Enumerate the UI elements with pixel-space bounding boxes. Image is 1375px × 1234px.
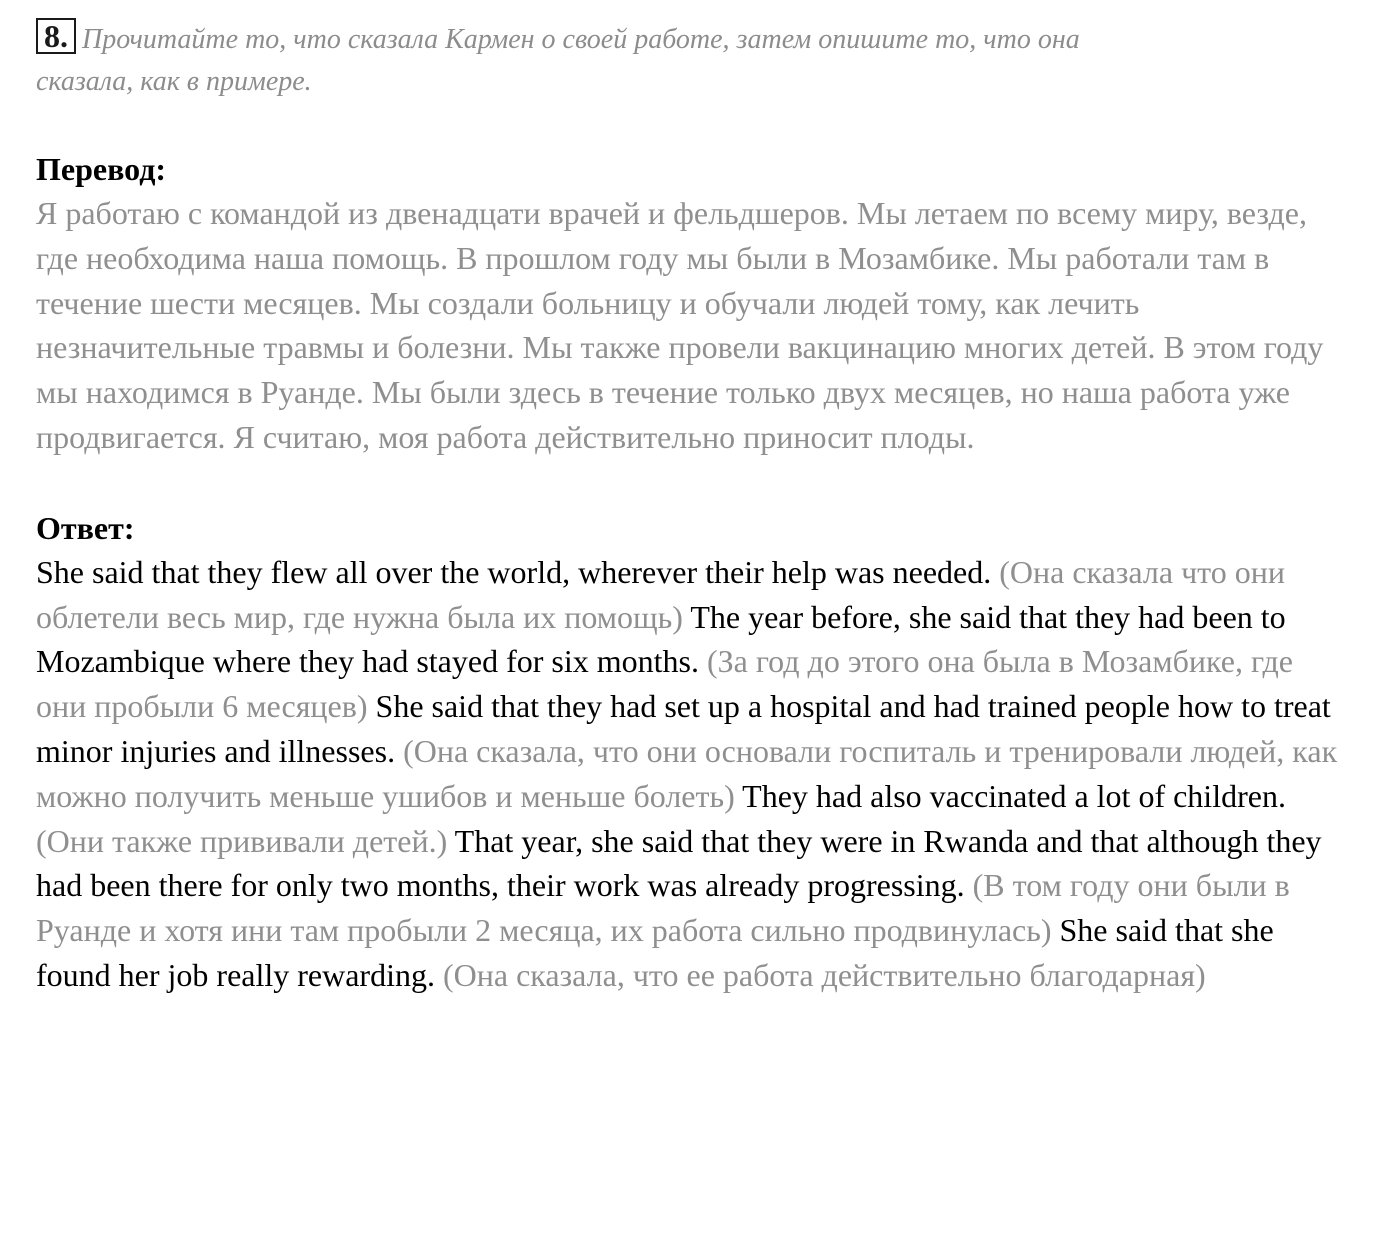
answer-segment-en: She said that she found her job really rewarding.: [36, 912, 1274, 993]
translation-heading: Перевод:: [36, 151, 167, 187]
answer-segment-en: That year, she said that they were in Rwanda and that although they had been there for only two months, their work was already progressing.: [36, 822, 1322, 904]
task-instruction-line1: Прочитайте то, что сказала Кармен о своей работе, затем опишите то, что она: [82, 24, 1080, 55]
answer-heading: Ответ:: [36, 509, 135, 546]
answer-segment-ru: (Она сказала, что они основали госпиталь и тренировали людей, как можно получить меньше ушибов и меньше болеть): [36, 732, 1338, 814]
task-number-box: 8.: [36, 18, 76, 54]
translation-text: Я работаю с командой из двенадцати врачей и фельдшеров. Мы летаем по всему миру, везде, где необходима наша помощь. В прошлом году мы были в Мозамбике. Мы работали там в течение шести месяцев. Мы создали больницу и обучали людей тому, как лечить незначительные травмы и болезни. Мы также провели вакцинацию многих детей. В этом году мы находимся в Руанде. Мы были здесь в течение только двух месяцев, но наша работа уже продвигается. Я считаю, моя работа действительно приносит плоды.: [36, 195, 1324, 455]
answer-segment-en: The year before, she said that they had been to Mozambique where they had stayed for six months.: [36, 598, 1286, 680]
answer-segment-ru: (Она сказала что они облетели весь мир, где нужна была их помощь): [36, 553, 1285, 635]
answer-segment-ru: (Она сказала, что ее работа действительно благодарная): [442, 956, 1206, 993]
answer-segment-ru: (Они также прививали детей.): [36, 822, 455, 859]
answer-segment-ru: (В том году они были в Руанде и хотя ини там пробыли 2 месяца, их работа сильно продвинулась): [36, 867, 1290, 949]
answer-segment-en: She said that they flew all over the world, wherever their help was needed.: [36, 553, 1000, 590]
answer-segment-ru: (За год до этого она была в Мозамбике, где они пробыли 6 месяцев): [36, 643, 1293, 725]
task-instruction-line2: сказала, как в примере.: [36, 66, 312, 97]
answer-segment-en: She said that they had set up a hospital and had trained people how to treat minor injuries and illnesses.: [36, 688, 1331, 769]
answer-segment-en: They had also vaccinated a lot of children.: [742, 777, 1286, 814]
task-instruction: [36, 18, 1346, 103]
document-page: [36, 18, 1346, 998]
answer-text: [36, 550, 1346, 998]
